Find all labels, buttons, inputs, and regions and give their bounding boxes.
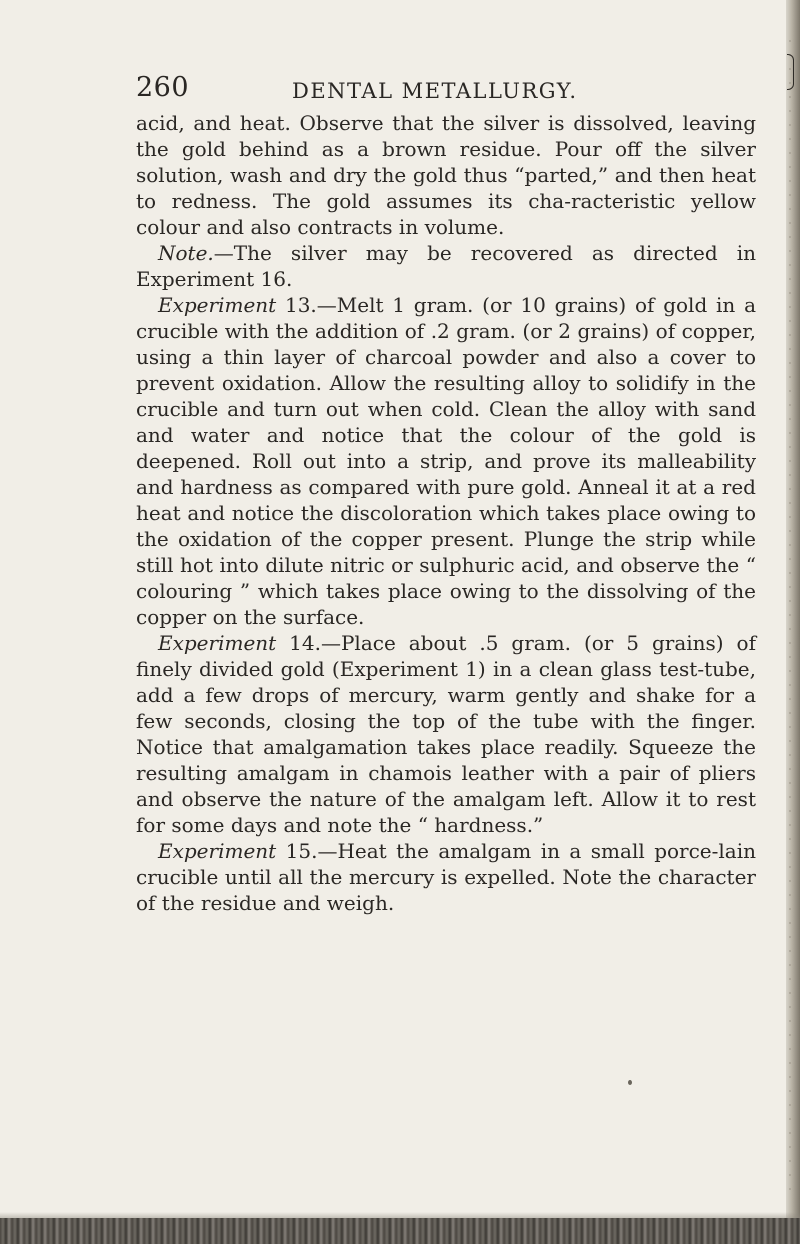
experiment-label: Experiment bbox=[158, 631, 277, 655]
paragraph-text: —The silver may be recovered as directed in Experiment 16. bbox=[136, 241, 756, 291]
page-bottom-edge bbox=[0, 1218, 800, 1244]
binding-clip bbox=[787, 54, 794, 90]
page-stack-lines bbox=[789, 40, 791, 1200]
paragraph-experiment-13 bbox=[136, 292, 756, 630]
paragraph-text: 15.—Heat the amalgam in a small porce-lain crucible until all the mercury is expelled. Note the character of the residue and weigh. bbox=[136, 839, 756, 915]
paragraph-text: acid, and heat. Observe that the silver is dissolved, leaving the gold behind as a brown residue. Pour off the silver solution, wash and dry the gold thus “parted,” and then heat to redness. The gold assumes its cha-racteristic yellow colour and also contracts in volume. bbox=[136, 111, 756, 239]
experiment-label: Experiment bbox=[158, 293, 277, 317]
paragraph-parting-gold bbox=[136, 110, 756, 240]
paragraph-note bbox=[136, 240, 756, 292]
paragraph-experiment-14 bbox=[136, 630, 756, 838]
page-header bbox=[136, 70, 636, 110]
body-text bbox=[136, 110, 756, 916]
note-label: Note. bbox=[158, 241, 214, 265]
paragraph-text: 13.—Melt 1 gram. (or 10 grains) of gold in a crucible with the addition of .2 gram. (or 2 grains) of copper, using a thin layer of charcoal powder and also a cover to prevent oxidation. Allow the resulting alloy to solidify in the crucible and turn out when cold. Clean the alloy with sand and water and notice that the colour of the gold is deepened. Roll out into a strip, and prove its malleability and hardness as compared with pure gold. Anneal it at a red heat and notice the discoloration which takes place owing to the oxidation of the copper present. Plunge the strip while still hot into dilute nitric or sulphuric acid, and observe the “ colouring ” which takes place owing to the dissolving of the copper on the surface. bbox=[136, 293, 756, 629]
book-spine-edge bbox=[786, 0, 800, 1244]
paragraph-experiment-15 bbox=[136, 838, 756, 916]
page-number: 260 bbox=[136, 72, 190, 103]
printer-mark bbox=[628, 1080, 632, 1085]
paragraph-text: 14.—Place about .5 gram. (or 5 grains) of finely divided gold (Experiment 1) in a clean glass test-tube, add a few drops of mercury, warm gently and shake for a few seconds, closing the top of the tube with the finger. Notice that amalgamation takes place readily. Squeeze the resulting amalgam in chamois leather with a pair of pliers and observe the nature of the amalgam left. Allow it to rest for some days and note the “ hardness.” bbox=[136, 631, 756, 837]
running-head: DENTAL METALLURGY. bbox=[292, 79, 578, 103]
experiment-label: Experiment bbox=[158, 839, 277, 863]
